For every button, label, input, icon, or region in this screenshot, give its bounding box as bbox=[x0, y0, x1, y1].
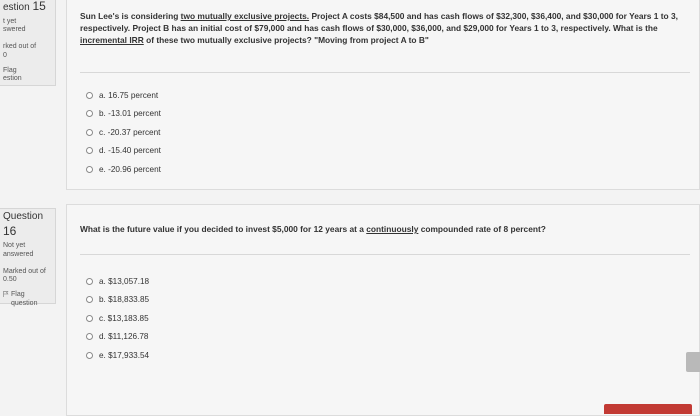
option-c[interactable] bbox=[80, 309, 690, 328]
question-15-info bbox=[0, 0, 56, 86]
radio-icon[interactable] bbox=[86, 166, 93, 173]
option-label: b. -13.01 percent bbox=[99, 109, 161, 119]
flag-icon bbox=[3, 291, 9, 297]
option-label: c. -20.37 percent bbox=[99, 127, 161, 137]
radio-icon[interactable] bbox=[86, 129, 93, 136]
status-line-2: swered bbox=[3, 26, 26, 34]
question-label: Question bbox=[3, 211, 44, 222]
status-line-1: t yet bbox=[3, 17, 17, 25]
marked-line-2: 0.50 bbox=[3, 276, 17, 284]
option-label: a. $13,057.18 bbox=[99, 276, 150, 286]
flag-label-1: Flag bbox=[11, 291, 25, 298]
question-number: 16 bbox=[3, 223, 17, 238]
question-16-options bbox=[80, 272, 690, 365]
option-e[interactable] bbox=[80, 160, 690, 179]
status-line-1: Not yet bbox=[3, 242, 26, 249]
option-label: c. $13,183.85 bbox=[99, 313, 149, 323]
option-label: d. -15.40 percent bbox=[99, 146, 161, 156]
flag-label-2: question bbox=[11, 299, 38, 307]
status-line-2: answered bbox=[3, 250, 34, 258]
flag-label-2: estion bbox=[3, 75, 22, 83]
radio-icon[interactable] bbox=[86, 333, 93, 340]
question-text-part: Sun Lee's is considering bbox=[80, 11, 181, 21]
option-d[interactable] bbox=[80, 142, 690, 161]
marked-line-1: rked out of bbox=[3, 43, 37, 50]
radio-icon[interactable] bbox=[86, 315, 93, 322]
option-label: b. $18,833.85 bbox=[99, 295, 150, 305]
question-16-text bbox=[80, 223, 700, 235]
term-link[interactable]: incremental IRR bbox=[80, 35, 144, 46]
radio-icon[interactable] bbox=[86, 296, 93, 303]
option-d[interactable] bbox=[80, 328, 690, 347]
question-text-part: compounded rate of 8 percent? bbox=[418, 224, 546, 234]
option-label: a. 16.75 percent bbox=[99, 90, 159, 100]
option-c[interactable] bbox=[80, 123, 690, 142]
option-b[interactable] bbox=[80, 291, 690, 310]
flag-question-16[interactable] bbox=[3, 291, 52, 309]
radio-icon[interactable] bbox=[86, 147, 93, 154]
radio-icon[interactable] bbox=[86, 278, 93, 285]
question-16-number bbox=[3, 211, 52, 239]
question-15-options bbox=[80, 86, 690, 179]
question-text-part: of these two mutually exclusive projects? "Moving from project A to B" bbox=[143, 35, 429, 46]
flag-question-15[interactable] bbox=[3, 67, 52, 85]
question-16-info bbox=[0, 208, 56, 307]
question-label: estion bbox=[3, 2, 30, 13]
question-number: 15 bbox=[32, 0, 46, 13]
scroll-tab[interactable] bbox=[686, 352, 700, 372]
radio-icon[interactable] bbox=[86, 92, 93, 99]
marked-line-2: 0 bbox=[3, 51, 7, 59]
marked-line-1: Marked out of bbox=[3, 267, 46, 275]
navigation-button[interactable] bbox=[604, 404, 692, 414]
option-label: d. $11,126.78 bbox=[99, 332, 149, 342]
option-e[interactable] bbox=[80, 346, 690, 365]
term-link[interactable]: two mutually exclusive projects. bbox=[180, 11, 310, 21]
option-a[interactable] bbox=[80, 272, 690, 291]
option-label: e. $17,933.54 bbox=[99, 350, 150, 360]
flag-label-1: Flag bbox=[3, 66, 17, 74]
option-a[interactable] bbox=[80, 86, 690, 105]
question-15-number bbox=[3, 0, 52, 15]
question-text-part: What is the future value if you decided to invest $5,000 for 12 years at a bbox=[80, 224, 367, 234]
divider bbox=[80, 254, 690, 255]
option-b[interactable] bbox=[80, 105, 690, 124]
option-label: e. -20.96 percent bbox=[99, 164, 161, 174]
term-link[interactable]: continuously bbox=[366, 224, 419, 234]
radio-icon[interactable] bbox=[86, 110, 93, 117]
divider bbox=[80, 72, 690, 73]
radio-icon[interactable] bbox=[86, 352, 93, 359]
question-15-text bbox=[80, 10, 700, 47]
question-text-part: Project A costs $84,500 and has cash flows of $32,300, $36,400, and $30,000 for Years 1 to 3, respectively. Project B has an initial cost of $79,000 and has cash flows of $30,000, $36,000, and $29,000 for Years 1 to 3, respectively. What is the bbox=[80, 11, 678, 34]
